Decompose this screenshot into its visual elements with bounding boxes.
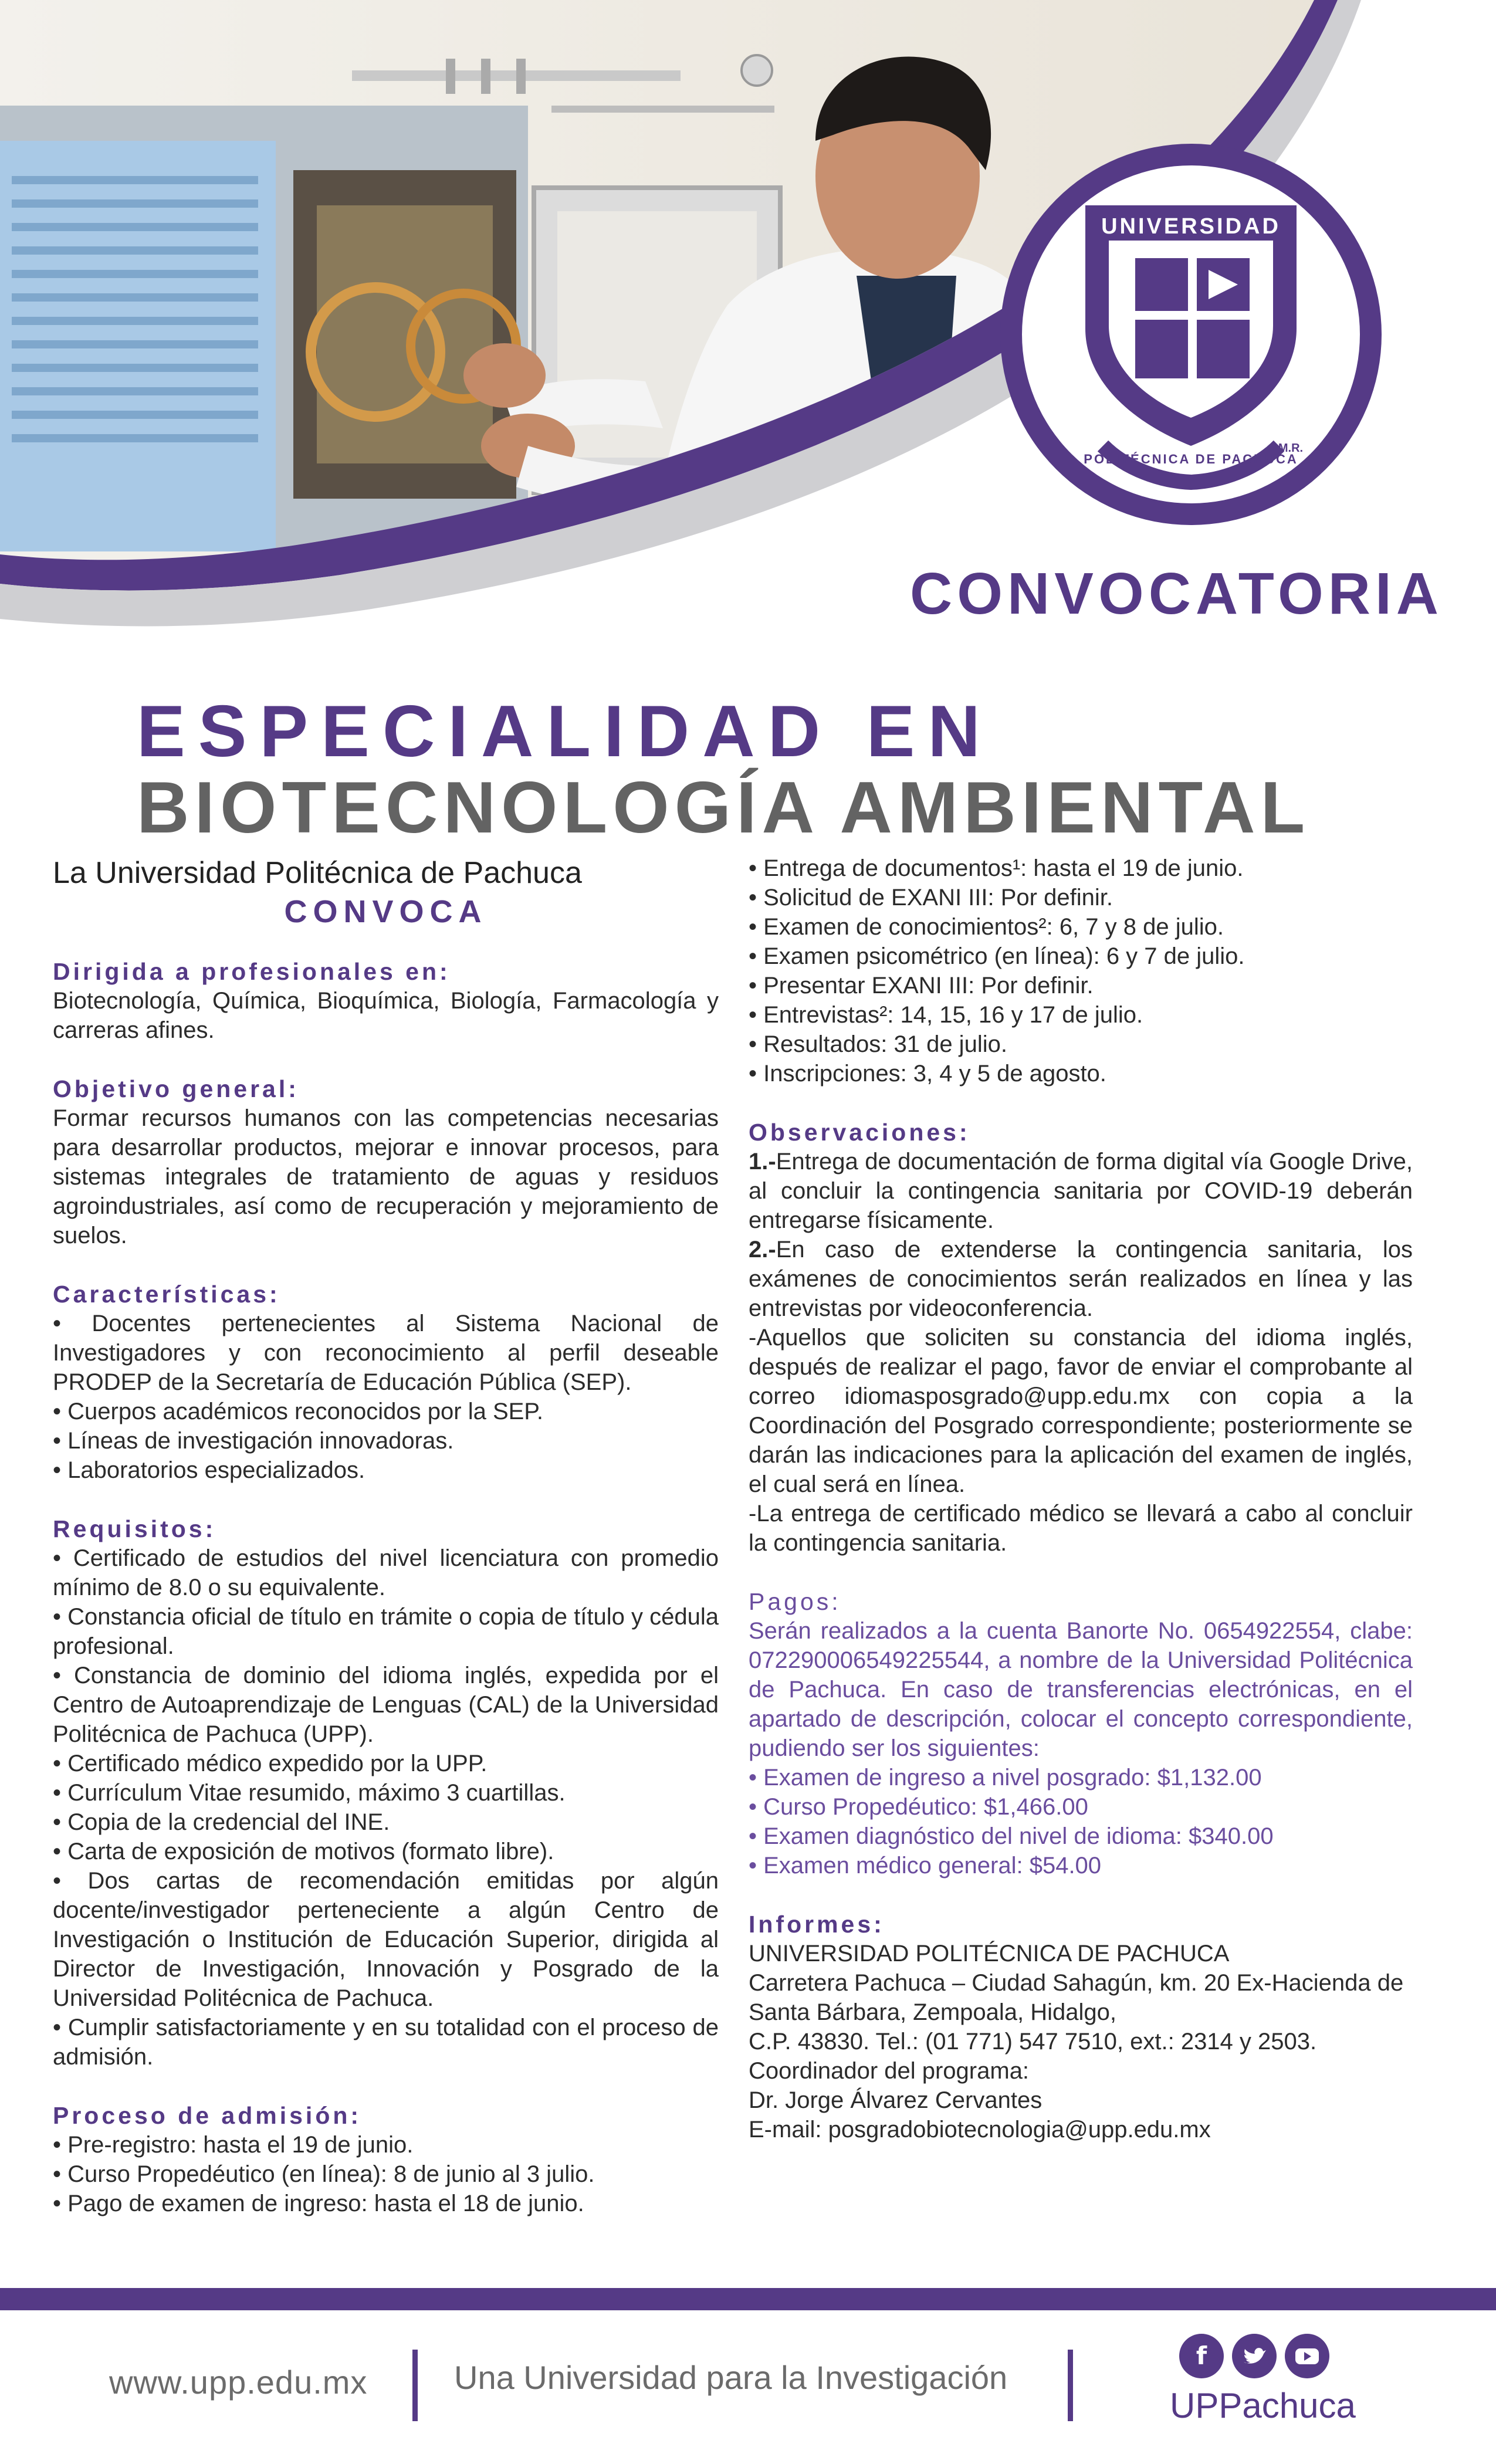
convoca-heading: CONVOCA: [284, 894, 488, 929]
informes-heading: Informes:: [749, 1911, 885, 1938]
list-item: • Resultados: 31 de julio.: [749, 1030, 1413, 1059]
list-item: • Certificado de estudios del nivel licenciatura con promedio mínimo de 8.0 o su equivalente.: [53, 1544, 719, 1602]
pagos-text: Serán realizados a la cuenta Banorte No. 0654922554, clabe: 072290006549225544, a nombre de la Universidad Politécnica de Pachuca. En caso de transferencias electrónicas, en el apartado de descripción, colocar el concepto correspondiente, pudiendo ser los siguientes:: [749, 1618, 1413, 1761]
footer-band: [0, 2288, 1496, 2310]
list-item: • Docentes pertenecientes al Sistema Nacional de Investigadores y con reconocimiento al perfil deseable PRODEP de la Secretaría de Educación Pública (SEP).: [53, 1309, 719, 1397]
list-item: • Copia de la credencial del INE.: [53, 1808, 719, 1837]
list-item: • Laboratorios especializados.: [53, 1456, 719, 1485]
list-item: • Constancia oficial de título en trámite o copia de título y cédula profesional.: [53, 1602, 719, 1661]
seal-text-top: UNIVERSIDAD: [1101, 214, 1281, 239]
list-item: • Carta de exposición de motivos (formato libre).: [53, 1837, 719, 1866]
website-link[interactable]: www.upp.edu.mx: [109, 2364, 368, 2401]
caracteristicas-heading: Características:: [53, 1281, 280, 1308]
list-item: • Examen psicométrico (en línea): 6 y 7 de julio.: [749, 942, 1413, 971]
observacion-3: -Aquellos que soliciten su constancia del idioma inglés, después de realizar el pago, favor de enviar el comprobante al correo idiomasposgrado@upp.edu.mx con copia a la Coordinación del Posgrado correspondiente; posteriormente se darán las indicaciones para la aplicación del examen de inglés, el cual será en línea.: [749, 1325, 1413, 1497]
list-item: • Cumplir satisfactoriamente y en su totalidad con el proceso de admisión.: [53, 2013, 719, 2072]
facebook-icon[interactable]: f: [1179, 2334, 1224, 2378]
dirigida-heading: Dirigida a profesionales en:: [53, 958, 451, 985]
list-item: • Curso Propedéutico (en línea): 8 de junio al 3 julio.: [53, 2160, 719, 2189]
seal-mark: M.R.: [1278, 442, 1304, 455]
caracteristicas-list: [53, 1309, 719, 1485]
objetivo-heading: Objetivo general:: [53, 1075, 299, 1102]
footer-slogan: Una Universidad para la Investigación: [454, 2359, 1008, 2396]
requisitos-heading: Requisitos:: [53, 1515, 216, 1542]
list-item: • Examen de conocimientos²: 6, 7 y 8 de julio.: [749, 912, 1413, 942]
list-item: • Inscripciones: 3, 4 y 5 de agosto.: [749, 1059, 1413, 1088]
seal-text-ring: POLITÉCNICA DE PACHUCA: [1084, 452, 1298, 466]
informes-line: UNIVERSIDAD POLITÉCNICA DE PACHUCA: [749, 1941, 1230, 1967]
list-item: • Constancia de dominio del idioma inglés, expedida por el Centro de Autoaprendizaje de Lenguas (CAL) de la Universidad Politécnica de Pachuca (UPP).: [53, 1661, 719, 1749]
list-item: • Cuerpos académicos reconocidos por la SEP.: [53, 1397, 719, 1426]
list-item: • Pago de examen de ingreso: hasta el 18 de junio.: [53, 2189, 719, 2218]
observacion-1: [749, 1147, 1413, 1235]
social-handle[interactable]: UPPachuca: [1170, 2386, 1356, 2425]
convocatoria-banner: CONVOCATORIA: [910, 561, 1443, 627]
intro-text: La Universidad Politécnica de Pachuca: [53, 856, 582, 890]
right-column: [749, 854, 1413, 2144]
informes-line: C.P. 43830. Tel.: (01 771) 547 7510, ext.: 2314 y 2503.: [749, 2029, 1317, 2055]
proceso-list-continued: [749, 854, 1413, 1088]
hero-photo: [0, 0, 1496, 657]
social-icons: [1179, 2334, 1332, 2381]
observacion-2: [749, 1235, 1413, 1323]
left-column: [53, 854, 719, 2218]
footer-divider: [412, 2350, 418, 2421]
list-item: • Líneas de investigación innovadoras.: [53, 1426, 719, 1456]
list-item: • Solicitud de EXANI III: Por definir.: [749, 883, 1413, 912]
list-item: • Dos cartas de recomendación emitidas por algún docente/investigador perteneciente a algún Centro de Investigación o Institución de Educación Superior, dirigida al Director de Investigación, Innovación y Posgrado de la Universidad Politécnica de Pachuca.: [53, 1866, 719, 2013]
informes-block: [749, 1939, 1413, 2144]
observacion-4: -La entrega de certificado médico se llevará a cabo al concluir la contingencia sanitaria.: [749, 1501, 1413, 1556]
pagos-heading: Pagos:: [749, 1588, 841, 1615]
list-item: • Currículum Vitae resumido, máximo 3 cuartillas.: [53, 1778, 719, 1808]
list-item: • Certificado médico expedido por la UPP.: [53, 1749, 719, 1778]
list-item: • Examen médico general: $54.00: [749, 1851, 1413, 1880]
informes-email[interactable]: E-mail: posgradobiotecnologia@upp.edu.mx: [749, 2117, 1211, 2143]
dirigida-text: Biotecnología, Química, Bioquímica, Biología, Farmacología y carreras afines.: [53, 988, 719, 1043]
hero-banner: [0, 0, 1496, 657]
list-item: • Presentar EXANI III: Por definir.: [749, 971, 1413, 1000]
informes-line: Coordinador del programa:: [749, 2058, 1030, 2084]
twitter-icon[interactable]: [1232, 2334, 1277, 2378]
title-line2: BIOTECNOLOGÍA AMBIENTAL: [137, 767, 1311, 848]
proceso-list: [53, 2130, 719, 2218]
observacion-text: Entrega de documentación de forma digital vía Google Drive, al concluir la contingencia sanitaria por COVID-19 deberán entregarse físicamente.: [749, 1149, 1413, 1233]
list-item: • Pre-registro: hasta el 19 de junio.: [53, 2130, 719, 2160]
objetivo-text: Formar recursos humanos con las competencias necesarias para desarrollar productos, mejorar e innovar procesos, para sistemas integrales de tratamiento de aguas y residuos agroindustriales, así como de recuperación y mejoramiento de suelos.: [53, 1105, 719, 1248]
list-item: • Curso Propedéutico: $1,466.00: [749, 1792, 1413, 1822]
youtube-icon[interactable]: [1285, 2334, 1329, 2378]
title-line1: ESPECIALIDAD EN: [137, 691, 993, 772]
observacion-text: En caso de extenderse la contingencia sanitaria, los exámenes de conocimientos serán realizados en línea y las entrevistas por videoconferencia.: [749, 1237, 1413, 1321]
informes-line: Carretera Pachuca – Ciudad Sahagún, km. 20 Ex-Hacienda de Santa Bárbara, Zempoala, Hidalgo,: [749, 1970, 1404, 2025]
observacion-number: 1.-: [749, 1149, 776, 1175]
observaciones-heading: Observaciones:: [749, 1119, 970, 1146]
observacion-number: 2.-: [749, 1237, 776, 1263]
pagos-list: [749, 1763, 1413, 1880]
list-item: • Examen de ingreso a nivel posgrado: $1,132.00: [749, 1763, 1413, 1792]
proceso-heading: Proceso de admisión:: [53, 2102, 362, 2129]
requisitos-list: [53, 1544, 719, 2072]
list-item: • Entrega de documentos¹: hasta el 19 de junio.: [749, 854, 1413, 883]
list-item: • Examen diagnóstico del nivel de idioma: $340.00: [749, 1822, 1413, 1851]
list-item: • Entrevistas²: 14, 15, 16 y 17 de julio.: [749, 1000, 1413, 1030]
informes-line: Dr. Jorge Álvarez Cervantes: [749, 2087, 1043, 2113]
footer-divider: [1068, 2350, 1073, 2421]
